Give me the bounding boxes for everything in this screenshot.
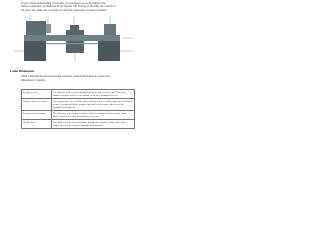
- intro-paragraph: [21, 2, 138, 12]
- lathe-apron: [66, 41, 84, 53]
- lathe-chuck: [46, 24, 51, 33]
- dimensions-table: [21, 89, 135, 129]
- table-definition: The diameter of the largest workpiece that can swing over the carriage (cross slide), which is less than the swing over the bed.: [52, 111, 135, 120]
- table-term: Spindle bore: [22, 120, 52, 129]
- intro-line: To get a better understanding of the lathe, you will need to know the names of the: [21, 2, 106, 5]
- lathe-headstock: [26, 21, 46, 35]
- table-row: [22, 99, 135, 111]
- table-term: Swing over the carriage: [22, 111, 52, 120]
- lathe-diagram: [10, 13, 138, 64]
- lathe-base-left: [24, 41, 46, 61]
- table-term: Swing over bed: [22, 90, 52, 99]
- intro-line: various components, as illustrated in the diagram. The carriage on the lathe also consists of: [21, 5, 116, 9]
- table-definition: The diameter of the hole that passes through the spindle. A larger bore allows longer bar stock to be passed through the headstock.: [52, 120, 135, 129]
- table-definition: The longest piece of work that can be mounted between the headstock and tailstock centres, determined by the length of the bed less the space taken up by the headstock and tailstock.: [53, 99, 133, 110]
- lathe-base-right: [98, 41, 120, 61]
- lathe-tailstock: [104, 24, 116, 35]
- section-intro: [21, 75, 136, 82]
- table-term: Distance between centres: [22, 99, 52, 111]
- section-intro-line: dimensions to consider.: [21, 78, 46, 82]
- lathe-leadscrew: [46, 43, 98, 44]
- lathe-carriage: [66, 30, 84, 35]
- table-row: [22, 120, 135, 129]
- section-title: Lathe Dimensions: [10, 69, 35, 73]
- table-definition: The diameter of the widest turning that can be done over the bed. This is the distance from the centre of the spindle to the bed, multiplied by two.: [52, 90, 135, 99]
- section-intro-line: When comparing the size and working capacities of metal lathes there are several key: [21, 75, 110, 78]
- table-row: [22, 90, 135, 99]
- lathe-bed: [24, 35, 120, 41]
- document-page: [0, 0, 149, 198]
- lathe-compound-rest: [70, 25, 79, 30]
- table-row: [22, 111, 135, 120]
- intro-line: the apron, the saddle and cross slide on which the compound rest slide is mounted...: [21, 8, 109, 12]
